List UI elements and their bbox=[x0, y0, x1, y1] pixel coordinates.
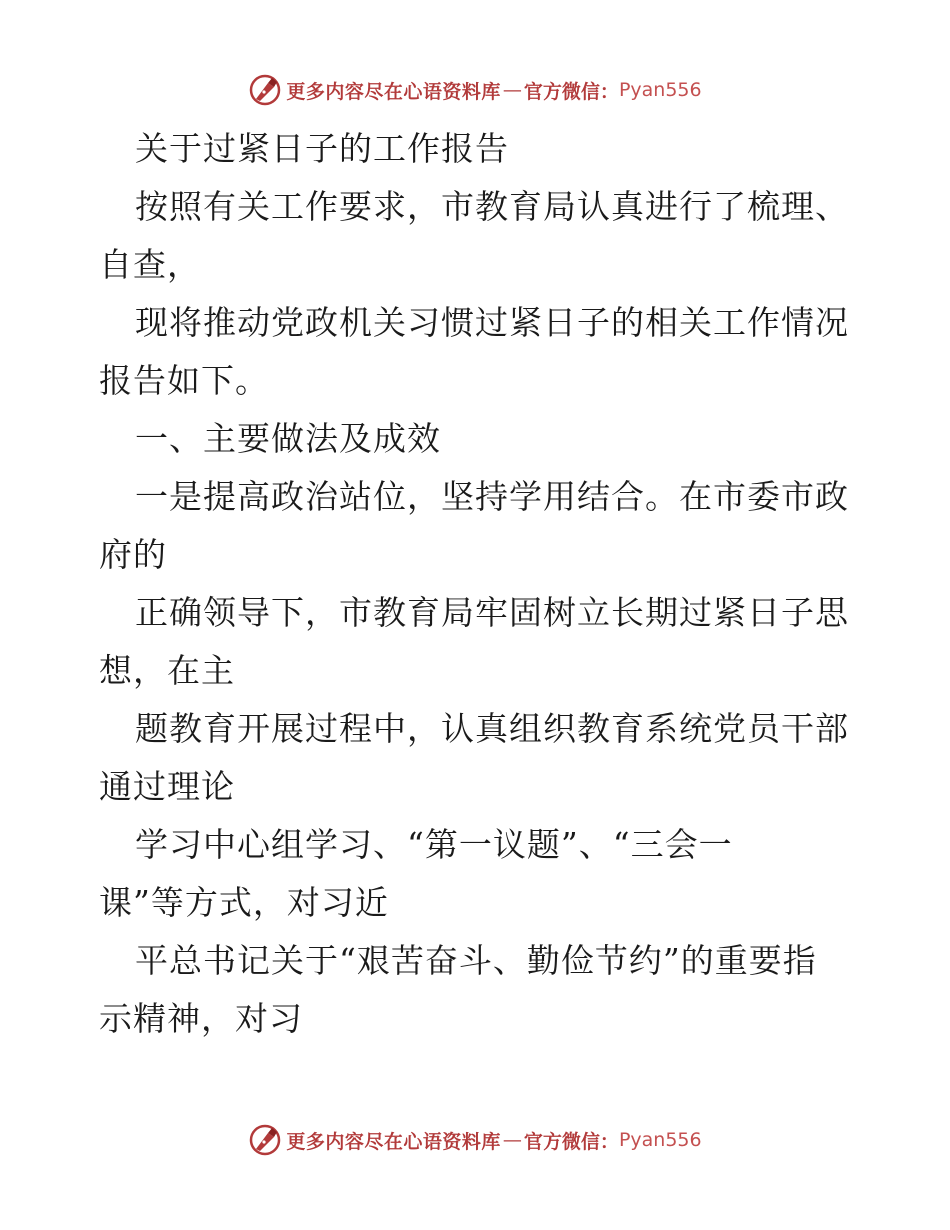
paragraph-line: 正确领导下，市教育局牢固树立长期过紧日子思 bbox=[135, 593, 849, 632]
paragraph-line: 题教育开展过程中，认真组织教育系统党员干部 bbox=[135, 709, 849, 748]
paragraph-line: 课”等方式，对习近 bbox=[99, 883, 389, 922]
paragraph-line: 想，在主 bbox=[99, 651, 235, 690]
paragraph-line: 学习中心组学习、“第一议题”、“三会一 bbox=[135, 825, 733, 864]
banner-dash: — bbox=[502, 1129, 522, 1151]
paragraph-line: 平总书记关于“艰苦奋斗、勤俭节约”的重要指 bbox=[135, 941, 817, 980]
banner-main-text: 更多内容尽在心语资料库 bbox=[286, 80, 501, 103]
paragraph-line: 通过理论 bbox=[99, 767, 235, 806]
pen-nib-logo-icon bbox=[248, 73, 282, 107]
banner-wechat-label: 官方微信： bbox=[523, 1130, 619, 1153]
banner-wechat-id: Pyan556 bbox=[618, 1129, 702, 1151]
paragraph-line: 报告如下。 bbox=[99, 361, 269, 400]
paragraph-line: 现将推动党政机关习惯过紧日子的相关工作情况 bbox=[135, 303, 849, 342]
banner-main-text: 更多内容尽在心语资料库 bbox=[286, 1130, 501, 1153]
pen-nib-logo-icon bbox=[248, 1123, 282, 1157]
paragraph-line: 一是提高政治站位，坚持学用结合。在市委市政 bbox=[135, 477, 849, 516]
banner-dash: — bbox=[502, 79, 522, 101]
section-heading: 一、主要做法及成效 bbox=[135, 419, 441, 458]
document-body bbox=[99, 120, 859, 1048]
footer-banner bbox=[0, 1120, 950, 1160]
document-title: 关于过紧日子的工作报告 bbox=[135, 129, 509, 168]
banner-wechat-label: 官方微信： bbox=[523, 80, 619, 103]
banner-wechat-id: Pyan556 bbox=[618, 79, 702, 101]
paragraph-line: 自查， bbox=[99, 245, 201, 284]
paragraph-line: 府的 bbox=[99, 535, 167, 574]
header-banner bbox=[0, 70, 950, 110]
paragraph-line: 按照有关工作要求，市教育局认真进行了梳理、 bbox=[135, 187, 849, 226]
paragraph-line: 示精神，对习 bbox=[99, 999, 303, 1038]
